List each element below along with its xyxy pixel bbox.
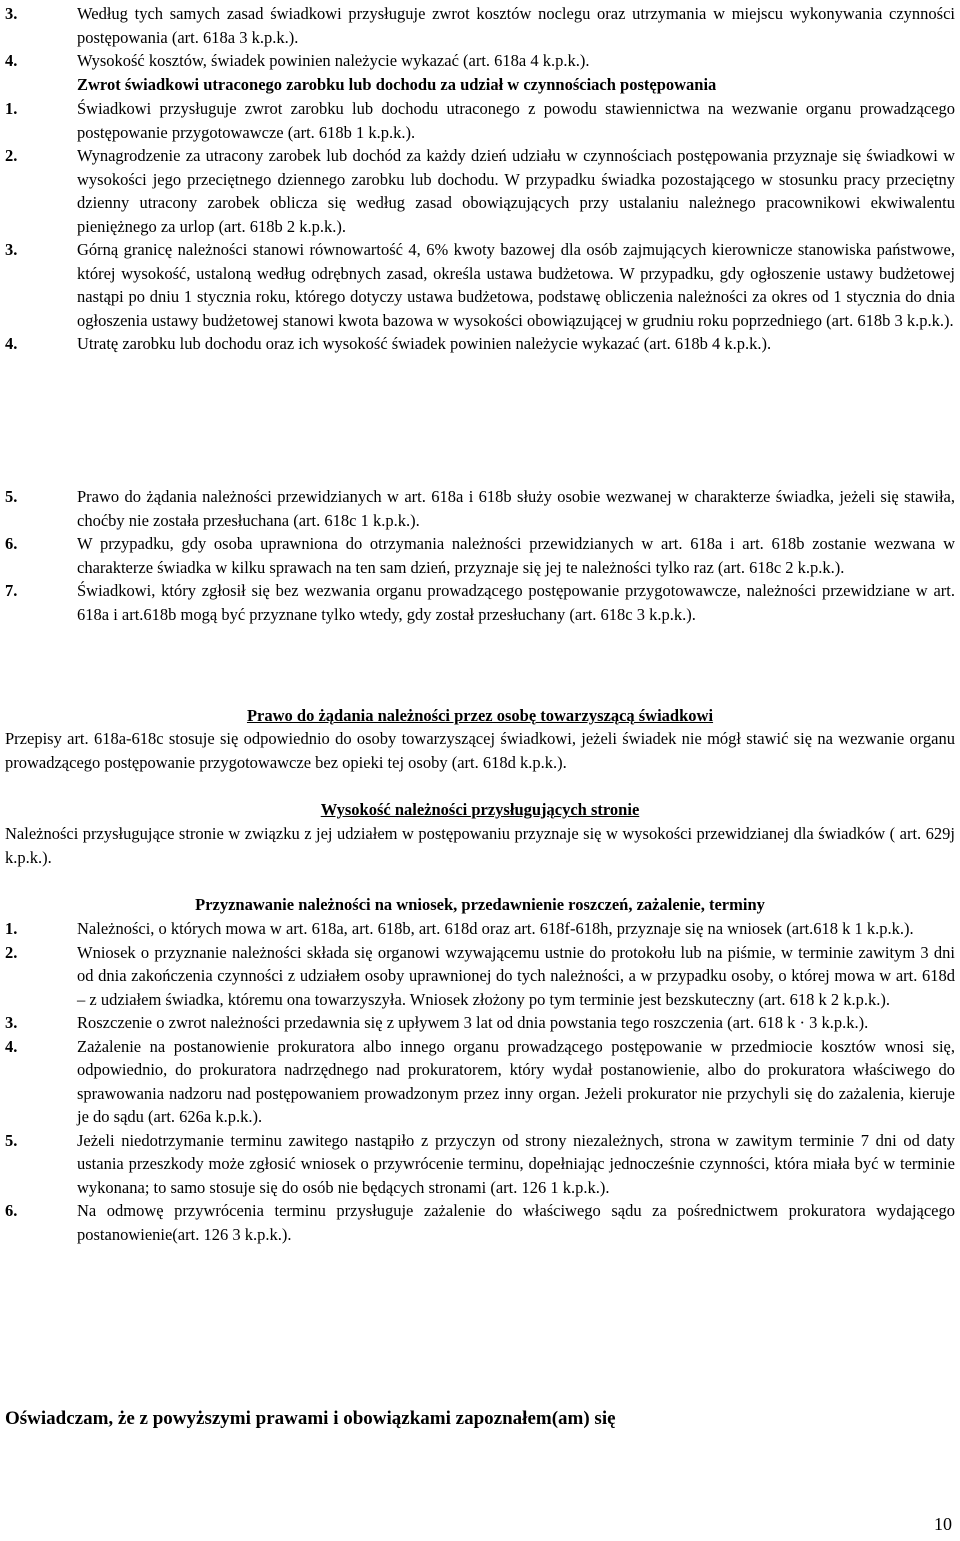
item-number: 6. — [5, 534, 18, 553]
list-item — [5, 1035, 955, 1129]
list-noclegi — [5, 2, 955, 73]
list-item — [5, 917, 955, 941]
item-text: Świadkowi, który zgłosił się bez wezwania organu prowadzącego postępowanie przygotowawcze, należności przewidziane w art. 618a i art.618b mogą być przyznane tylko wtedy, gdy został przesłuchany (art. 618c 3 k.p.k.). — [77, 581, 955, 624]
item-text: Wysokość kosztów, świadek powinien należycie wykazać (art. 618a 4 k.p.k.). — [77, 51, 590, 70]
item-text: Na odmowę przywrócenia terminu przysługuje zażalenie do właściwego sądu za pośrednictwem prokuratora wydającego postanowienie(art. 126 3 k.p.k.). — [77, 1201, 955, 1244]
item-text: Zażalenie na postanowienie prokuratora albo innego organu prowadzącego postępowanie w przedmiocie kosztów wnosi się, odpowiednio, do prokuratora nadrzędnego nad prokuratorem, który wydał postanowienie, albo do prokuratora właściwego do sprawowania nadzoru nad postępowaniem prowadzonym przez inny organ. Jeżeli prokurator nie przychyli się do zażalenia, kieruje je do sądu (art. 626a k.p.k.). — [77, 1036, 955, 1126]
list-claims — [5, 917, 955, 1246]
item-number: 2. — [5, 942, 18, 962]
item-text: Jeżeli niedotrzymanie terminu zawitego nastąpiło z przyczyn od strony niezależnych, strona w zawitym terminie 7 dni od daty ustania przeszkody może zgłosić wniosek o przywrócenie terminu, dopełniając jednocześnie czynności, która miała być w terminie wykonana; to samo stosuje się do osób nie będących stronami (art. 126 1 k.p.k.). — [77, 1130, 955, 1197]
item-number: 4. — [5, 1036, 18, 1056]
item-text: W przypadku, gdy osoba uprawniona do otrzymania należności przewidzianych w art. 618a i art. 618b zostanie wezwana w charakterze świadka w kilku sprawach na ten sam dzień, przyznaje się jej te należności tylko raz (art. 618c 2 k.p.k.). — [77, 534, 955, 577]
item-text: Górną granicę należności stanowi równowartość 4, 6% kwoty bazowej dla osób zajmujących kierownicze stanowiska państwowe, której wysokość, ustaloną według odrębnych zasad, określa ustawa budżetowa. W przypadku, gdy ogłoszenie ustawy budżetowej nastąpi po dniu 1 stycznia roku, którego dotyczy ustawa budżetowa, podstawę obliczenia należności za okres od 1 stycznia do dnia ogłoszenia ustawy budżetowej stanowi kwota bazowa w wysokości obowiązującej w grudniu roku poprzedniego (art. 618b 3 k.p.k.). — [77, 240, 955, 330]
list-lost-earnings — [5, 97, 955, 356]
paragraph-companion: Przepisy art. 618a-618c stosuje się odpowiednio do osoby towarzyszącej świadkowi, jeżeli świadek nie mógł stawić się na wezwanie organu prowadzącego postępowanie przygotowawcze bez opieki tej osoby (art. 618d k.p.k.). — [5, 729, 955, 772]
item-number: 4. — [5, 51, 18, 70]
item-text: Świadkowi przysługuje zwrot zarobku lub dochodu utraconego z powodu stawiennictwa na wezwanie organu prowadzącego postępowanie przygotowawcze (art. 618b 1 k.p.k.). — [77, 99, 955, 142]
item-text: Według tych samych zasad świadkowi przysługuje zwrot kosztów noclegu oraz utrzymania w miejscu wykonywania czynności postępowania (art. 618a 3 k.p.k.). — [77, 4, 955, 47]
list-entitlement — [5, 485, 955, 626]
list-item — [5, 49, 955, 73]
item-number: 3. — [5, 4, 18, 23]
heading-text: Zwrot świadkowi utraconego zarobku lub dochodu za udział w czynnościach postępowania — [77, 75, 717, 94]
item-number: 1. — [5, 99, 18, 118]
list-item — [5, 1199, 955, 1246]
item-number: 2. — [5, 146, 18, 165]
section-heading-party: Wysokość należności przysługujących stronie — [320, 800, 640, 819]
item-text: Prawo do żądania należności przewidzianych w art. 618a i 618b służy osobie wezwanej w charakterze świadka, jeżeli się stawiła, choćby nie została przesłuchana (art. 618c 1 k.p.k.). — [77, 487, 955, 530]
item-text: Należności, o których mowa w art. 618a, art. 618b, art. 618d oraz art. 618f-618h, przyznaje się na wniosek (art.618 k 1 k.p.k.). — [77, 919, 914, 938]
item-text: Wniosek o przyznanie należności składa się organowi wzywającemu ustnie do protokołu lub na piśmie, w terminie zawitym 3 dni od dnia zakończenia czynności z udziałem osoby uprawnionej do tych należności, a w przypadku osoby, o której mowa w art. 618d – z udziałem świadka, któremu ona towarzyszyła. Wniosek złożony po tym terminie jest bezskuteczny (art. 618 k 2 k.p.k.). — [77, 942, 955, 1009]
list-item — [5, 1129, 955, 1200]
item-number: 5. — [5, 487, 18, 506]
item-number: 7. — [5, 581, 18, 600]
section-heading-claims: Przyznawanie należności na wniosek, przedawnienie roszczeń, zażalenie, terminy — [195, 895, 765, 914]
item-number: 3. — [5, 240, 18, 259]
paragraph-party: Należności przysługujące stronie w związku z jej udziałem w postępowaniu przyznaje się w wysokości przewidzianej dla świadków ( art. 629j k.p.k.). — [5, 824, 955, 867]
list-item — [5, 332, 955, 356]
declaration-line: Oświadczam, że z powyższymi prawami i obowiązkami zapoznałem(am) się — [5, 1408, 616, 1429]
list-item — [5, 532, 955, 579]
list-item — [5, 485, 955, 532]
list-item — [5, 238, 955, 332]
page-number: 10 — [934, 1514, 952, 1534]
item-number: 3. — [5, 1013, 18, 1032]
section-heading-lost-earnings — [5, 73, 955, 97]
item-text: Utratę zarobku lub dochodu oraz ich wysokość świadek powinien należycie wykazać (art. 618b 4 k.p.k.). — [77, 334, 772, 353]
list-item — [5, 1011, 955, 1035]
item-number: 5. — [5, 1130, 18, 1150]
list-item — [5, 2, 955, 49]
item-text: Roszczenie o zwrot należności przedawnia się z upływem 3 lat od dnia powstania tego roszczenia (art. 618 k · 3 k.p.k.). — [77, 1013, 869, 1032]
item-number: 4. — [5, 334, 18, 353]
item-number: 6. — [5, 1201, 18, 1220]
section-heading-companion: Prawo do żądania należności przez osobę towarzyszącą świadkowi — [246, 706, 714, 725]
list-item — [5, 144, 955, 238]
item-number: 1. — [5, 919, 18, 938]
item-text: Wynagrodzenie za utracony zarobek lub dochód za każdy dzień udziału w czynnościach postępowania przyznaje się świadkowi w wysokości jego przeciętnego dziennego zarobku lub dochodu. W przypadku świadka pozostającego w stosunku pracy przeciętny dzienny utracony zarobek oblicza się według zasad obowiązujących przy ustalaniu należnego pracownikowi ekwiwalentu pieniężnego za urlop (art. 618b 2 k.p.k.). — [77, 146, 955, 236]
list-item — [5, 941, 955, 1012]
list-item — [5, 579, 955, 626]
list-item — [5, 97, 955, 144]
